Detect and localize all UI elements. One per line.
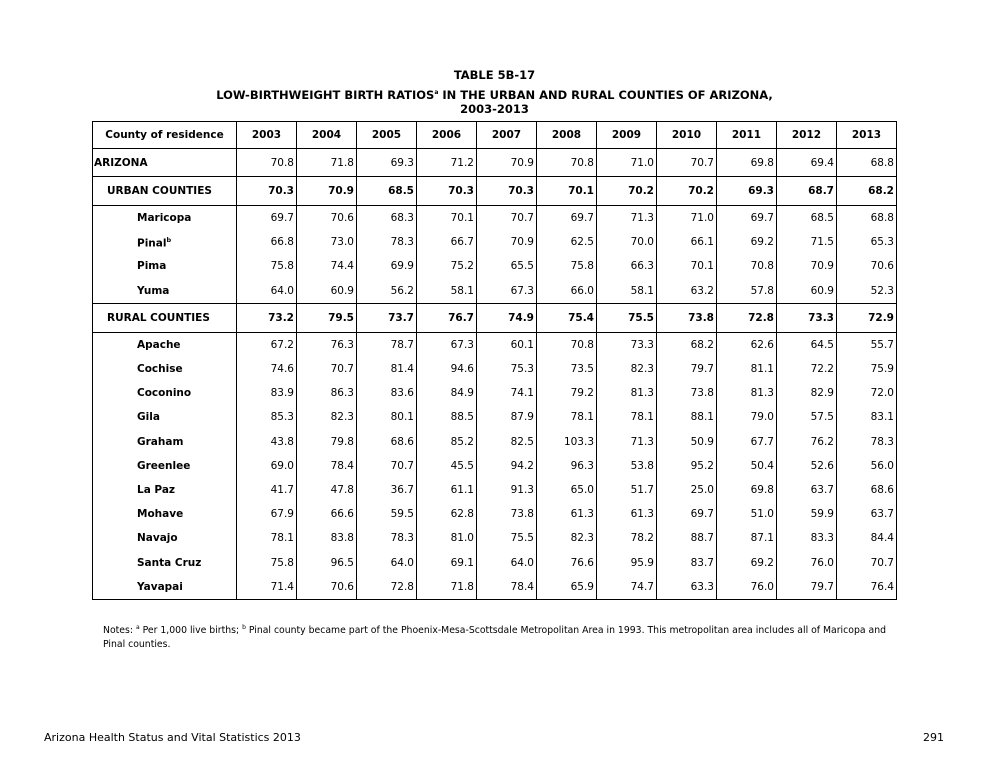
ratio-cell: 57.5 (777, 405, 837, 429)
ratio-cell: 70.8 (717, 254, 777, 278)
row-label-text: Yavapai (137, 580, 183, 593)
ratio-cell: 66.7 (417, 230, 477, 254)
ratio-cell: 63.2 (657, 279, 717, 304)
ratio-cell: 75.8 (237, 550, 297, 574)
row-label (93, 357, 237, 381)
row-label-text: Pinal (137, 237, 167, 250)
ratio-cell: 66.6 (297, 502, 357, 526)
ratio-cell: 69.4 (777, 149, 837, 177)
ratio-cell: 76.6 (537, 550, 597, 574)
ratio-cell: 51.0 (717, 502, 777, 526)
county-row (93, 454, 897, 478)
ratio-cell: 70.9 (777, 254, 837, 278)
row-label (93, 279, 237, 304)
ratio-cell: 76.4 (837, 575, 897, 600)
ratio-cell: 70.6 (297, 206, 357, 231)
column-header-year: 2006 (417, 122, 477, 149)
ratio-cell: 67.7 (717, 430, 777, 454)
ratio-cell: 65.0 (537, 478, 597, 502)
ratio-cell: 82.5 (477, 430, 537, 454)
note-b-text: Pinal county became part of the Phoenix-Mesa-Scottsdale Metropolitan Area in 1993. This metropolitan area includes all of Maricopa and Pinal counties. (103, 625, 886, 650)
ratio-cell: 95.2 (657, 454, 717, 478)
ratio-cell: 69.9 (357, 254, 417, 278)
ratio-cell: 50.4 (717, 454, 777, 478)
column-header-year: 2011 (717, 122, 777, 149)
row-label-text: Cochise (137, 363, 183, 376)
ratio-cell: 61.1 (417, 478, 477, 502)
ratio-cell: 68.7 (777, 177, 837, 206)
ratio-cell: 61.3 (597, 502, 657, 526)
ratio-cell: 68.5 (777, 206, 837, 231)
birth-ratio-table (92, 121, 897, 600)
county-row (93, 575, 897, 600)
note-marker-a: a (135, 624, 140, 631)
ratio-cell: 47.8 (297, 478, 357, 502)
ratio-cell: 71.5 (777, 230, 837, 254)
page-number: 291 (923, 731, 944, 744)
ratio-cell: 83.3 (777, 526, 837, 550)
ratio-cell: 79.5 (297, 303, 357, 332)
ratio-cell: 62.6 (717, 332, 777, 357)
ratio-cell: 87.9 (477, 405, 537, 429)
ratio-cell: 78.1 (537, 405, 597, 429)
ratio-cell: 79.8 (297, 430, 357, 454)
county-row (93, 357, 897, 381)
ratio-cell: 75.4 (537, 303, 597, 332)
row-label (93, 405, 237, 429)
ratio-cell: 73.8 (657, 303, 717, 332)
ratio-cell: 70.1 (657, 254, 717, 278)
ratio-cell: 73.8 (477, 502, 537, 526)
ratio-cell: 64.0 (357, 550, 417, 574)
ratio-cell: 75.3 (477, 357, 537, 381)
ratio-cell: 78.3 (357, 230, 417, 254)
ratio-cell: 85.3 (237, 405, 297, 429)
ratio-cell: 95.9 (597, 550, 657, 574)
ratio-cell: 71.2 (417, 149, 477, 177)
ratio-cell: 78.3 (837, 430, 897, 454)
ratio-cell: 65.3 (837, 230, 897, 254)
column-header-year: 2007 (477, 122, 537, 149)
ratio-cell: 70.0 (597, 230, 657, 254)
ratio-cell: 72.2 (777, 357, 837, 381)
county-row (93, 254, 897, 278)
ratio-cell: 91.3 (477, 478, 537, 502)
column-header-year: 2004 (297, 122, 357, 149)
ratio-cell: 72.8 (357, 575, 417, 600)
ratio-cell: 72.8 (717, 303, 777, 332)
ratio-cell: 70.7 (357, 454, 417, 478)
ratio-cell: 74.4 (297, 254, 357, 278)
ratio-cell: 70.6 (837, 254, 897, 278)
ratio-cell: 81.3 (597, 381, 657, 405)
county-row (93, 405, 897, 429)
row-label-text: Maricopa (137, 212, 192, 225)
row-label (93, 230, 237, 254)
ratio-cell: 70.2 (657, 177, 717, 206)
column-header-year: 2013 (837, 122, 897, 149)
ratio-cell: 62.5 (537, 230, 597, 254)
ratio-cell: 65.9 (537, 575, 597, 600)
ratio-cell: 55.7 (837, 332, 897, 357)
ratio-cell: 58.1 (417, 279, 477, 304)
ratio-cell: 41.7 (237, 478, 297, 502)
ratio-cell: 76.7 (417, 303, 477, 332)
ratio-cell: 75.9 (837, 357, 897, 381)
ratio-cell: 60.9 (297, 279, 357, 304)
ratio-cell: 69.2 (717, 230, 777, 254)
ratio-cell: 69.3 (357, 149, 417, 177)
ratio-cell: 68.8 (837, 206, 897, 231)
ratio-cell: 70.7 (297, 357, 357, 381)
ratio-cell: 70.1 (417, 206, 477, 231)
note-marker-b: b (242, 624, 246, 631)
ratio-cell: 70.3 (417, 177, 477, 206)
row-label-text: Gila (137, 411, 160, 424)
ratio-cell: 25.0 (657, 478, 717, 502)
ratio-cell: 88.7 (657, 526, 717, 550)
table-number: TABLE 5B-17 (453, 68, 536, 82)
ratio-cell: 68.8 (837, 149, 897, 177)
ratio-cell: 62.8 (417, 502, 477, 526)
ratio-cell: 83.9 (237, 381, 297, 405)
ratio-cell: 81.1 (717, 357, 777, 381)
row-label (93, 526, 237, 550)
ratio-cell: 82.9 (777, 381, 837, 405)
ratio-cell: 82.3 (537, 526, 597, 550)
ratio-cell: 68.5 (357, 177, 417, 206)
row-footnote-marker: b (166, 235, 172, 244)
note-a-text: Per 1,000 live births; (139, 625, 243, 637)
ratio-cell: 83.1 (837, 405, 897, 429)
ratio-cell: 70.3 (477, 177, 537, 206)
ratio-cell: 96.5 (297, 550, 357, 574)
ratio-cell: 70.6 (297, 575, 357, 600)
ratio-cell: 71.0 (657, 206, 717, 231)
ratio-cell: 73.2 (237, 303, 297, 332)
ratio-cell: 81.4 (357, 357, 417, 381)
ratio-cell: 94.6 (417, 357, 477, 381)
ratio-cell: 70.8 (537, 149, 597, 177)
ratio-cell: 69.8 (717, 149, 777, 177)
ratio-cell: 70.3 (237, 177, 297, 206)
ratio-cell: 56.0 (837, 454, 897, 478)
ratio-cell: 67.9 (237, 502, 297, 526)
ratio-cell: 73.8 (657, 381, 717, 405)
row-label (93, 478, 237, 502)
county-row (93, 206, 897, 231)
row-label (93, 332, 237, 357)
ratio-cell: 66.0 (537, 279, 597, 304)
ratio-cell: 73.3 (597, 332, 657, 357)
row-label-text: Apache (137, 338, 181, 351)
ratio-cell: 66.1 (657, 230, 717, 254)
table-body (93, 149, 897, 600)
county-row (93, 478, 897, 502)
ratio-cell: 79.2 (537, 381, 597, 405)
ratio-cell: 66.3 (597, 254, 657, 278)
ratio-cell: 75.8 (237, 254, 297, 278)
ratio-cell: 76.0 (717, 575, 777, 600)
ratio-cell: 36.7 (357, 478, 417, 502)
ratio-cell: 84.9 (417, 381, 477, 405)
ratio-cell: 75.5 (597, 303, 657, 332)
ratio-cell: 63.7 (837, 502, 897, 526)
ratio-cell: 78.3 (357, 526, 417, 550)
ratio-cell: 71.3 (597, 206, 657, 231)
county-row (93, 230, 897, 254)
ratio-cell: 83.7 (657, 550, 717, 574)
ratio-cell: 71.4 (237, 575, 297, 600)
row-label (93, 550, 237, 574)
ratio-cell: 79.7 (777, 575, 837, 600)
row-label-text: La Paz (137, 483, 176, 496)
ratio-cell: 69.7 (537, 206, 597, 231)
ratio-cell: 72.0 (837, 381, 897, 405)
ratio-cell: 58.1 (597, 279, 657, 304)
ratio-cell: 76.0 (777, 550, 837, 574)
group-row (93, 303, 897, 332)
footer-publication: Arizona Health Status and Vital Statistics 2013 (44, 731, 301, 744)
row-label (93, 454, 237, 478)
ratio-cell: 73.5 (537, 357, 597, 381)
ratio-cell: 67.3 (417, 332, 477, 357)
ratio-cell: 78.1 (597, 405, 657, 429)
ratio-cell: 103.3 (537, 430, 597, 454)
ratio-cell: 73.3 (777, 303, 837, 332)
ratio-cell: 43.8 (237, 430, 297, 454)
ratio-cell: 69.7 (657, 502, 717, 526)
row-label-text: Pima (137, 260, 167, 273)
ratio-cell: 69.8 (717, 478, 777, 502)
ratio-cell: 70.8 (537, 332, 597, 357)
ratio-cell: 78.4 (477, 575, 537, 600)
ratio-cell: 67.3 (477, 279, 537, 304)
ratio-cell: 64.0 (237, 279, 297, 304)
table-title-main: LOW-BIRTHWEIGHT BIRTH RATIOS (216, 87, 435, 102)
ratio-cell: 52.6 (777, 454, 837, 478)
ratio-cell: 56.2 (357, 279, 417, 304)
ratio-cell: 78.7 (357, 332, 417, 357)
column-header-year: 2010 (657, 122, 717, 149)
row-label-text: URBAN COUNTIES (107, 185, 212, 197)
ratio-cell: 71.8 (297, 149, 357, 177)
ratio-cell: 82.3 (297, 405, 357, 429)
ratio-cell: 76.3 (297, 332, 357, 357)
footnote-marker-a: a (434, 89, 439, 96)
ratio-cell: 78.1 (237, 526, 297, 550)
ratio-cell: 79.0 (717, 405, 777, 429)
row-label (93, 575, 237, 600)
ratio-cell: 69.7 (717, 206, 777, 231)
ratio-cell: 78.2 (597, 526, 657, 550)
ratio-cell: 72.9 (837, 303, 897, 332)
ratio-cell: 75.8 (537, 254, 597, 278)
ratio-cell: 84.4 (837, 526, 897, 550)
ratio-cell: 68.6 (837, 478, 897, 502)
ratio-cell: 59.9 (777, 502, 837, 526)
ratio-cell: 81.0 (417, 526, 477, 550)
ratio-cell: 66.8 (237, 230, 297, 254)
ratio-cell: 74.9 (477, 303, 537, 332)
state-row (93, 149, 897, 177)
column-header-year: 2008 (537, 122, 597, 149)
county-row (93, 279, 897, 304)
ratio-cell: 69.0 (237, 454, 297, 478)
ratio-cell: 50.9 (657, 430, 717, 454)
row-label (93, 177, 237, 206)
table-title-rest: IN THE URBAN AND RURAL COUNTIES OF ARIZONA, (438, 87, 773, 102)
county-row (93, 381, 897, 405)
ratio-cell: 74.1 (477, 381, 537, 405)
row-label (93, 381, 237, 405)
ratio-cell: 60.9 (777, 279, 837, 304)
column-header-year: 2003 (237, 122, 297, 149)
ratio-cell: 75.5 (477, 526, 537, 550)
ratio-cell: 88.1 (657, 405, 717, 429)
ratio-cell: 71.0 (597, 149, 657, 177)
county-row (93, 430, 897, 454)
ratio-cell: 78.4 (297, 454, 357, 478)
ratio-cell: 63.7 (777, 478, 837, 502)
row-label (93, 206, 237, 231)
row-label (93, 430, 237, 454)
ratio-cell: 82.3 (597, 357, 657, 381)
ratio-cell: 63.3 (657, 575, 717, 600)
row-label (93, 303, 237, 332)
ratio-cell: 68.2 (837, 177, 897, 206)
ratio-cell: 60.1 (477, 332, 537, 357)
county-row (93, 550, 897, 574)
ratio-cell: 69.3 (717, 177, 777, 206)
group-row (93, 177, 897, 206)
ratio-cell: 71.8 (417, 575, 477, 600)
ratio-cell: 70.9 (297, 177, 357, 206)
ratio-cell: 69.7 (237, 206, 297, 231)
ratio-cell: 70.1 (537, 177, 597, 206)
ratio-cell: 59.5 (357, 502, 417, 526)
row-label-text: Greenlee (137, 459, 191, 472)
ratio-cell: 85.2 (417, 430, 477, 454)
ratio-cell: 87.1 (717, 526, 777, 550)
column-header-year: 2009 (597, 122, 657, 149)
ratio-cell: 79.7 (657, 357, 717, 381)
ratio-cell: 64.0 (477, 550, 537, 574)
ratio-cell: 67.2 (237, 332, 297, 357)
ratio-cell: 70.8 (237, 149, 297, 177)
row-label (93, 254, 237, 278)
ratio-cell: 68.2 (657, 332, 717, 357)
column-header-county: County of residence (93, 122, 237, 149)
ratio-cell: 96.3 (537, 454, 597, 478)
column-header-year: 2005 (357, 122, 417, 149)
ratio-cell: 64.5 (777, 332, 837, 357)
row-label-text: Santa Cruz (137, 556, 202, 569)
row-label (93, 502, 237, 526)
ratio-cell: 88.5 (417, 405, 477, 429)
ratio-cell: 61.3 (537, 502, 597, 526)
ratio-cell: 65.5 (477, 254, 537, 278)
row-label (93, 149, 237, 177)
row-label-text: RURAL COUNTIES (107, 311, 210, 324)
ratio-cell: 57.8 (717, 279, 777, 304)
ratio-cell: 83.6 (357, 381, 417, 405)
ratio-cell: 70.7 (837, 550, 897, 574)
table-years-range: 2003-2013 (460, 102, 529, 116)
county-row (93, 502, 897, 526)
ratio-cell: 76.2 (777, 430, 837, 454)
ratio-cell: 70.7 (657, 149, 717, 177)
table-header-row (93, 122, 897, 149)
ratio-cell: 94.2 (477, 454, 537, 478)
ratio-cell: 70.9 (477, 230, 537, 254)
ratio-cell: 68.6 (357, 430, 417, 454)
ratio-cell: 69.2 (717, 550, 777, 574)
ratio-cell: 74.7 (597, 575, 657, 600)
ratio-cell: 74.6 (237, 357, 297, 381)
ratio-cell: 52.3 (837, 279, 897, 304)
ratio-cell: 80.1 (357, 405, 417, 429)
county-row (93, 332, 897, 357)
row-label-text: Coconino (137, 387, 192, 400)
row-label-text: Yuma (137, 284, 170, 297)
county-row (93, 526, 897, 550)
row-label-text: Graham (137, 435, 184, 448)
ratio-cell: 81.3 (717, 381, 777, 405)
ratio-cell: 70.2 (597, 177, 657, 206)
table-notes (103, 621, 893, 651)
ratio-cell: 86.3 (297, 381, 357, 405)
row-label-text: Navajo (137, 532, 178, 545)
column-header-year: 2012 (777, 122, 837, 149)
notes-prefix: Notes: (103, 625, 136, 637)
ratio-cell: 70.7 (477, 206, 537, 231)
row-label-text: ARIZONA (94, 156, 148, 169)
ratio-cell: 45.5 (417, 454, 477, 478)
ratio-cell: 71.3 (597, 430, 657, 454)
ratio-cell: 70.9 (477, 149, 537, 177)
ratio-cell: 53.8 (597, 454, 657, 478)
ratio-cell: 69.1 (417, 550, 477, 574)
ratio-cell: 51.7 (597, 478, 657, 502)
row-label-text: Mohave (137, 508, 184, 521)
ratio-cell: 68.3 (357, 206, 417, 231)
ratio-cell: 83.8 (297, 526, 357, 550)
ratio-cell: 75.2 (417, 254, 477, 278)
ratio-cell: 73.7 (357, 303, 417, 332)
ratio-cell: 73.0 (297, 230, 357, 254)
